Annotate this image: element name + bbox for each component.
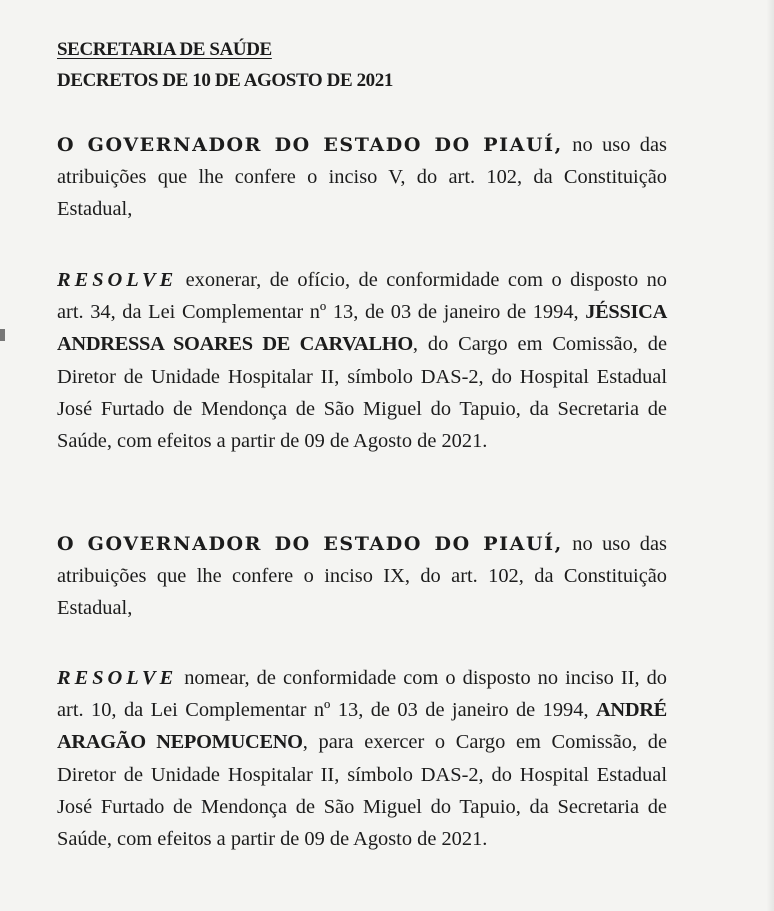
- resolution-details-text: , do Cargo em Comissão, de Diretor de Unidade Hospitalar II, símbolo DAS-2, do Hospital Estadual José Furtado de Mendonça de São Miguel do Tapuio, da Secretaria de Saúde, com efeitos a partir de 09 de Agosto de 2021.: [57, 333, 667, 453]
- decree2-preamble: [57, 528, 667, 625]
- department-title: SECRETARIA DE SAÚDE: [57, 39, 272, 60]
- decree1-preamble: [57, 129, 667, 226]
- resolution-action-text: exonerar, de ofício, de conformidade com o disposto no art. 34, da Lei Complementar nº 13, de 03 de janeiro de 1994,: [57, 269, 667, 324]
- governor-heading: O GOVERNADOR DO ESTADO DO PIAUÍ,: [57, 533, 563, 555]
- resolution-action-text: nomear, de conformidade com o disposto no inciso II, do art. 10, da Lei Complementar nº 13, de 03 de janeiro de 1994,: [57, 667, 667, 722]
- preamble-text: no uso das atribuições que lhe confere o inciso V, do art. 102, da Constituição Estadual,: [57, 134, 667, 221]
- decree2-resolution: [57, 662, 667, 855]
- governor-heading: O GOVERNADOR DO ESTADO DO PIAUÍ,: [57, 134, 563, 156]
- resolve-keyword: RESOLVE: [57, 269, 178, 291]
- page-edge-shadow: [766, 0, 774, 911]
- document-header: [57, 34, 393, 96]
- appointee-name: ANDRÉ ARAGÃO NEPOMUCENO: [57, 699, 667, 754]
- scan-edge-mark: [0, 329, 5, 341]
- preamble-text: no uso das atribuições que lhe confere o inciso IX, do art. 102, da Constituição Estadual,: [57, 533, 667, 620]
- resolution-details-text: , para exercer o Cargo em Comissão, de Diretor de Unidade Hospitalar II, símbolo DAS-2, do Hospital Estadual José Furtado de Mendonça de São Miguel do Tapuio, da Secretaria de Saúde, com efeitos a partir de 09 de Agosto de 2021.: [57, 731, 667, 851]
- appointee-name: JÉSSICA ANDRESSA SOARES DE CARVALHO: [57, 301, 667, 356]
- decree1-resolution: [57, 264, 667, 457]
- resolve-keyword: RESOLVE: [57, 667, 178, 689]
- decree-date-title: DECRETOS DE 10 DE AGOSTO DE 2021: [57, 70, 393, 91]
